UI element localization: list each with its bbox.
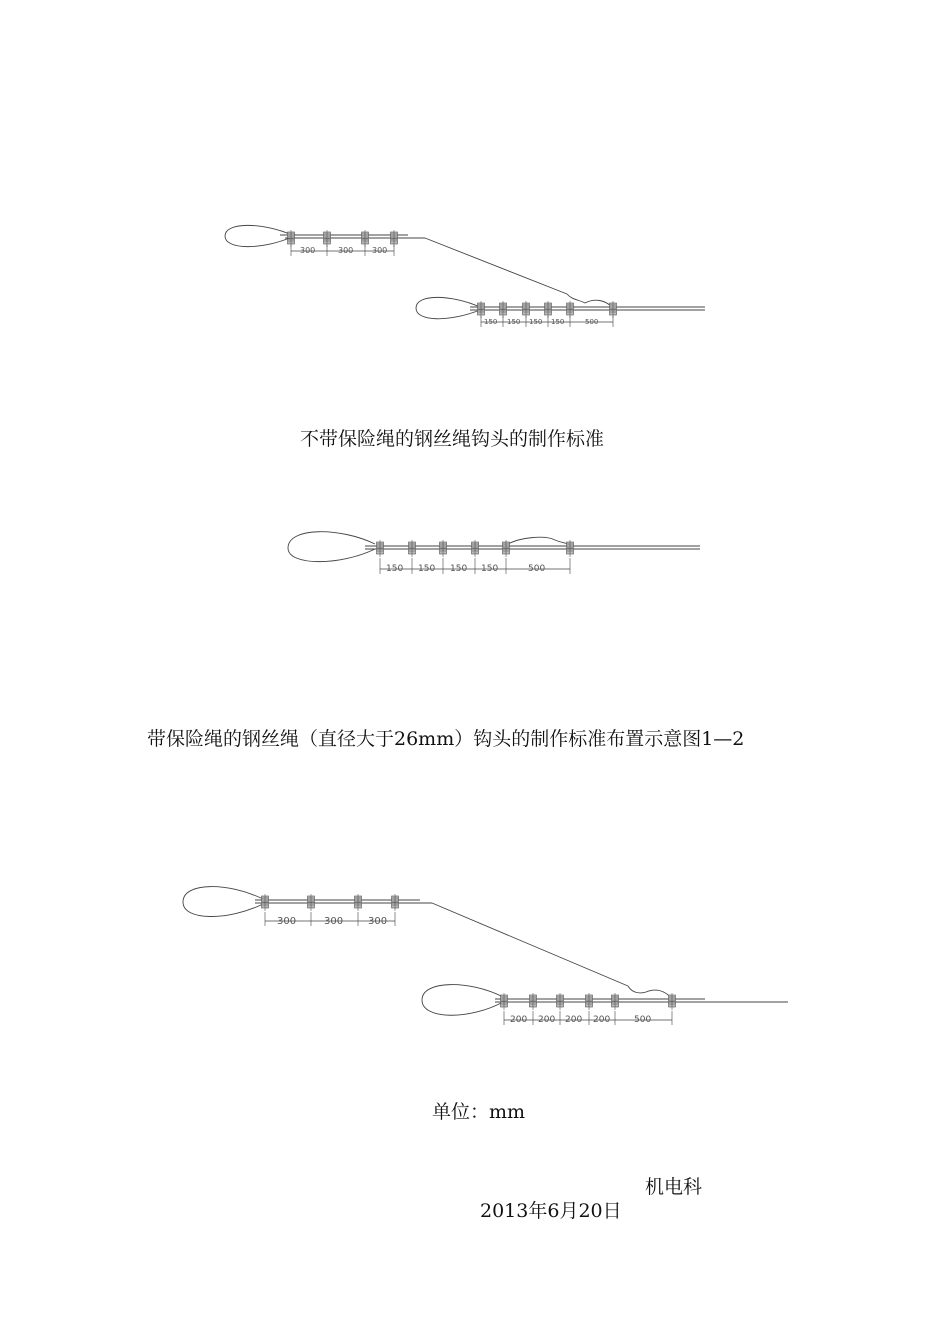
figure2-caption: 带保险绳的钢丝绳（直径大于26mm）钩头的制作标准布置示意图1—2 (147, 728, 745, 750)
department-label: 机电科 (645, 1176, 703, 1198)
dim-label: 300 (277, 916, 297, 927)
dim-label: 150 (551, 318, 565, 326)
dim-label: 150 (484, 318, 498, 326)
dim-label: 500 (634, 1015, 652, 1025)
fig3-upper-dims (277, 916, 387, 927)
dim-label: 500 (528, 564, 546, 574)
dim-label: 300 (338, 246, 354, 255)
figure1-caption: 不带保险绳的钢丝绳钩头的制作标准 (300, 428, 605, 450)
dim-label: 300 (368, 916, 388, 927)
dim-label: 500 (585, 318, 599, 326)
dim-label: 300 (372, 246, 388, 255)
dim-label: 150 (529, 318, 543, 326)
dim-label: 200 (510, 1015, 528, 1025)
dim-label: 200 (593, 1015, 611, 1025)
date-label: 2013年6月20日 (480, 1200, 622, 1222)
fig1-upper-hook (225, 225, 567, 294)
dim-label: 300 (300, 246, 316, 255)
dim-label: 200 (538, 1015, 556, 1025)
dim-label: 150 (418, 564, 436, 574)
dim-label: 150 (386, 564, 404, 574)
dim-label: 150 (450, 564, 468, 574)
dim-label: 150 (481, 564, 499, 574)
fig1-upper-dims (300, 246, 387, 255)
dim-label: 300 (324, 916, 344, 927)
unit-label: 单位：mm (432, 1101, 526, 1123)
dim-label: 150 (507, 318, 521, 326)
fig3-upper-hook (183, 887, 628, 986)
dim-label: 200 (565, 1015, 583, 1025)
